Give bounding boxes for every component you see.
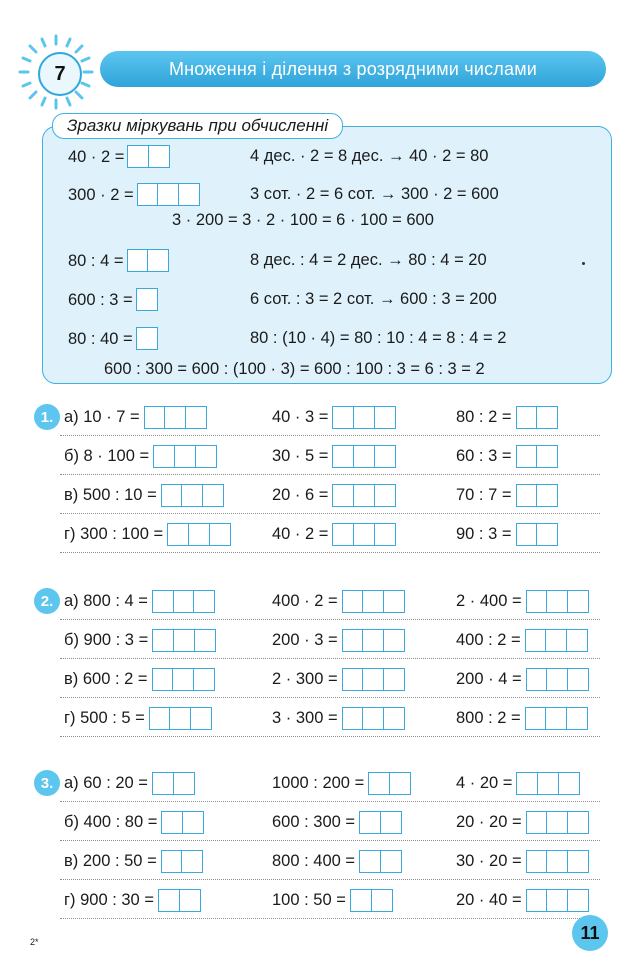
answer-cell[interactable] xyxy=(181,484,203,507)
exercise-expression: 800 : 2 = xyxy=(456,708,521,727)
sample-expression-text: 600 : 3 = xyxy=(68,290,133,309)
answer-boxes[interactable] xyxy=(158,889,201,912)
answer-cell[interactable] xyxy=(546,889,568,912)
exercise-item xyxy=(456,849,589,873)
answer-cell[interactable] xyxy=(136,327,158,350)
answer-cell[interactable] xyxy=(526,811,548,834)
answer-cell[interactable] xyxy=(383,629,405,652)
answer-cell[interactable] xyxy=(342,590,364,613)
answer-cell[interactable] xyxy=(167,523,189,546)
exercise-item xyxy=(456,706,588,730)
answer-cell[interactable] xyxy=(567,850,589,873)
exercise-item xyxy=(64,589,215,613)
exercise-expression: 4 · 20 = xyxy=(456,773,513,792)
exercise-item xyxy=(64,483,224,507)
answer-boxes[interactable] xyxy=(342,629,405,652)
sample-expression-text: 40 · 2 = xyxy=(68,147,125,166)
sample-expression-text: 80 : 4 = xyxy=(68,251,124,270)
answer-cell[interactable] xyxy=(147,249,169,272)
answer-cell[interactable] xyxy=(516,523,538,546)
sample-expression-text: 300 · 2 = xyxy=(68,185,134,204)
exercise-item xyxy=(272,483,396,507)
answer-cell[interactable] xyxy=(144,406,166,429)
answer-cell[interactable] xyxy=(161,850,183,873)
sample-answer-boxes[interactable] xyxy=(136,327,158,350)
exercise-item xyxy=(272,589,405,613)
answer-cell[interactable] xyxy=(362,590,384,613)
answer-cell[interactable] xyxy=(362,707,384,730)
sample-extra-1: 3 · 200 = 3 · 2 · 100 = 6 · 100 = 600 xyxy=(172,211,434,229)
sample-answer-boxes[interactable] xyxy=(137,183,200,206)
answer-cell[interactable] xyxy=(374,484,396,507)
answer-cell[interactable] xyxy=(566,629,588,652)
answer-cell[interactable] xyxy=(545,707,567,730)
exercise-expression: г) 900 : 30 = xyxy=(64,890,154,909)
exercise-expression: 800 : 400 = xyxy=(272,851,356,870)
answer-cell[interactable] xyxy=(558,772,580,795)
answer-cell[interactable] xyxy=(536,523,558,546)
exercise-expression: 60 : 3 = xyxy=(456,446,512,465)
exercise-item xyxy=(272,888,393,912)
sample-expression xyxy=(68,288,158,311)
exercise-item xyxy=(64,888,201,912)
samples-heading: Зразки міркувань при обчисленні xyxy=(52,113,343,139)
exercise-expression: 100 : 50 = xyxy=(272,890,346,909)
exercise-item xyxy=(272,667,405,691)
sample-reasoning: 80 : (10 · 4) = 80 : 10 : 4 = 8 : 4 = 2 xyxy=(250,329,507,347)
answer-boxes[interactable] xyxy=(525,629,588,652)
exercise-item xyxy=(456,771,580,795)
answer-cell[interactable] xyxy=(127,249,149,272)
answer-cell[interactable] xyxy=(368,772,390,795)
dotted-divider xyxy=(60,801,600,802)
sample-answer-boxes[interactable] xyxy=(127,145,170,168)
dotted-divider xyxy=(60,840,600,841)
answer-cell[interactable] xyxy=(362,668,384,691)
answer-boxes[interactable] xyxy=(359,811,402,834)
answer-boxes[interactable] xyxy=(342,590,405,613)
answer-boxes[interactable] xyxy=(332,406,395,429)
answer-cell[interactable] xyxy=(332,484,354,507)
answer-cell[interactable] xyxy=(353,445,375,468)
answer-boxes[interactable] xyxy=(350,889,393,912)
answer-cell[interactable] xyxy=(383,590,405,613)
answer-cell[interactable] xyxy=(537,772,559,795)
answer-boxes[interactable] xyxy=(332,523,395,546)
exercise-number: 2. xyxy=(34,588,60,614)
exercise-expression: г) 500 : 5 = xyxy=(64,708,145,727)
answer-cell[interactable] xyxy=(342,629,364,652)
exercise-item xyxy=(456,522,558,546)
answer-cell[interactable] xyxy=(353,406,375,429)
answer-cell[interactable] xyxy=(152,629,174,652)
exercise-expression: б) 400 : 80 = xyxy=(64,812,158,831)
sample-answer-boxes[interactable] xyxy=(136,288,158,311)
answer-boxes[interactable] xyxy=(516,484,559,507)
exercise-expression: 20 · 20 = xyxy=(456,812,522,831)
exercise-item xyxy=(64,522,231,546)
answer-boxes[interactable] xyxy=(161,484,224,507)
exercise-item xyxy=(272,849,402,873)
exercise-expression: в) 500 : 10 = xyxy=(64,485,157,504)
answer-boxes[interactable] xyxy=(526,590,589,613)
exercise-item xyxy=(64,706,212,730)
answer-cell[interactable] xyxy=(173,590,195,613)
answer-boxes[interactable] xyxy=(167,523,230,546)
answer-boxes[interactable] xyxy=(332,484,395,507)
answer-cell[interactable] xyxy=(158,889,180,912)
dotted-divider xyxy=(60,918,600,919)
answer-cell[interactable] xyxy=(332,406,354,429)
exercise-item xyxy=(456,628,588,652)
exercise-item xyxy=(456,483,558,507)
answer-cell[interactable] xyxy=(526,850,548,873)
lesson-title: Множення і ділення з розрядними числами xyxy=(100,51,606,87)
answer-boxes[interactable] xyxy=(516,445,559,468)
answer-cell[interactable] xyxy=(342,668,364,691)
answer-cell[interactable] xyxy=(353,523,375,546)
answer-cell[interactable] xyxy=(362,629,384,652)
exercise-item xyxy=(272,810,402,834)
answer-cell[interactable] xyxy=(179,889,201,912)
exercise-expression: 400 : 2 = xyxy=(456,630,521,649)
answer-cell[interactable] xyxy=(389,772,411,795)
sample-expression xyxy=(68,249,169,272)
exercise-expression: 3 · 300 = xyxy=(272,708,338,727)
answer-cell[interactable] xyxy=(190,707,212,730)
answer-boxes[interactable] xyxy=(516,406,559,429)
dotted-divider xyxy=(60,513,600,514)
exercise-expression: 80 : 2 = xyxy=(456,407,512,426)
answer-cell[interactable] xyxy=(526,668,548,691)
exercise-item xyxy=(456,667,589,691)
answer-cell[interactable] xyxy=(374,406,396,429)
sample-reasoning: 8 дес. : 4 = 2 дес. → 80 : 4 = 20 xyxy=(250,251,487,269)
answer-cell[interactable] xyxy=(526,590,548,613)
exercise-item xyxy=(456,888,589,912)
answer-cell[interactable] xyxy=(137,183,159,206)
exercise-expression: 400 · 2 = xyxy=(272,591,338,610)
dotted-divider xyxy=(60,697,600,698)
answer-cell[interactable] xyxy=(157,183,179,206)
answer-cell[interactable] xyxy=(161,484,183,507)
answer-cell[interactable] xyxy=(380,811,402,834)
exercise-item xyxy=(64,849,203,873)
answer-cell[interactable] xyxy=(546,590,568,613)
answer-cell[interactable] xyxy=(173,772,195,795)
answer-cell[interactable] xyxy=(182,811,204,834)
answer-cell[interactable] xyxy=(161,811,183,834)
answer-cell[interactable] xyxy=(185,406,207,429)
exercise-expression: 20 · 40 = xyxy=(456,890,522,909)
answer-cell[interactable] xyxy=(193,590,215,613)
dotted-divider xyxy=(60,435,600,436)
answer-boxes[interactable] xyxy=(526,668,589,691)
answer-cell[interactable] xyxy=(342,707,364,730)
exercise-item xyxy=(456,444,558,468)
exercise-expression: б) 8 · 100 = xyxy=(64,446,150,465)
exercise-item xyxy=(64,628,216,652)
answer-cell[interactable] xyxy=(178,183,200,206)
answer-cell[interactable] xyxy=(525,707,547,730)
answer-cell[interactable] xyxy=(567,668,589,691)
answer-cell[interactable] xyxy=(546,811,568,834)
exercise-expression: 90 : 3 = xyxy=(456,524,512,543)
answer-cell[interactable] xyxy=(359,850,381,873)
exercise-number: 3. xyxy=(34,770,60,796)
sample-reasoning: 3 сот. · 2 = 6 сот. → 300 · 2 = 600 xyxy=(250,185,499,203)
answer-boxes[interactable] xyxy=(526,850,589,873)
answer-cell[interactable] xyxy=(380,850,402,873)
answer-cell[interactable] xyxy=(566,707,588,730)
exercise-item xyxy=(272,706,405,730)
answer-boxes[interactable] xyxy=(152,629,215,652)
answer-boxes[interactable] xyxy=(153,445,216,468)
answer-boxes[interactable] xyxy=(342,707,405,730)
exercise-expression: 2 · 300 = xyxy=(272,669,338,688)
answer-cell[interactable] xyxy=(353,484,375,507)
exercise-expression: 30 · 5 = xyxy=(272,446,329,465)
sample-expression xyxy=(68,145,170,168)
answer-cell[interactable] xyxy=(332,523,354,546)
answer-cell[interactable] xyxy=(127,145,149,168)
answer-boxes[interactable] xyxy=(525,707,588,730)
sample-reasoning: 4 дес. · 2 = 8 дес. → 40 · 2 = 80 xyxy=(250,147,489,165)
answer-cell[interactable] xyxy=(149,707,171,730)
footnote: 2* xyxy=(30,937,39,947)
exercise-expression: 1000 : 200 = xyxy=(272,773,365,792)
exercise-item xyxy=(64,667,215,691)
answer-cell[interactable] xyxy=(516,772,538,795)
exercise-expression: а) 800 : 4 = xyxy=(64,591,148,610)
answer-cell[interactable] xyxy=(516,484,538,507)
answer-cell[interactable] xyxy=(567,590,589,613)
exercise-item xyxy=(272,771,411,795)
answer-boxes[interactable] xyxy=(526,811,589,834)
answer-boxes[interactable] xyxy=(161,850,204,873)
sample-answer-boxes[interactable] xyxy=(127,249,170,272)
answer-boxes[interactable] xyxy=(516,523,559,546)
exercise-item xyxy=(64,444,217,468)
answer-cell[interactable] xyxy=(545,629,567,652)
answer-cell[interactable] xyxy=(567,811,589,834)
exercise-expression: а) 10 · 7 = xyxy=(64,407,140,426)
answer-cell[interactable] xyxy=(536,484,558,507)
answer-cell[interactable] xyxy=(152,668,174,691)
exercise-expression: 40 · 2 = xyxy=(272,524,329,543)
exercise-item xyxy=(272,522,396,546)
sample-expression xyxy=(68,183,200,206)
exercise-number: 1. xyxy=(34,404,60,430)
exercise-item xyxy=(64,771,195,795)
exercise-expression: в) 600 : 2 = xyxy=(64,669,148,688)
exercise-expression: 40 · 3 = xyxy=(272,407,329,426)
answer-cell[interactable] xyxy=(567,889,589,912)
answer-cell[interactable] xyxy=(169,707,191,730)
answer-boxes[interactable] xyxy=(144,406,207,429)
answer-cell[interactable] xyxy=(374,523,396,546)
answer-cell[interactable] xyxy=(136,288,158,311)
exercise-expression: 200 · 4 = xyxy=(456,669,522,688)
exercise-expression: а) 60 : 20 = xyxy=(64,773,148,792)
answer-boxes[interactable] xyxy=(152,772,195,795)
answer-cell[interactable] xyxy=(526,889,548,912)
exercise-item xyxy=(64,405,207,429)
exercise-item xyxy=(456,589,589,613)
answer-cell[interactable] xyxy=(209,523,231,546)
answer-cell[interactable] xyxy=(152,590,174,613)
exercise-item xyxy=(272,405,396,429)
dot-mark xyxy=(582,262,585,265)
answer-cell[interactable] xyxy=(374,445,396,468)
answer-cell[interactable] xyxy=(153,445,175,468)
answer-boxes[interactable] xyxy=(359,850,402,873)
dotted-divider xyxy=(60,474,600,475)
answer-cell[interactable] xyxy=(516,406,538,429)
exercise-expression: г) 300 : 100 = xyxy=(64,524,164,543)
exercise-item xyxy=(456,810,589,834)
exercise-item xyxy=(64,810,204,834)
sample-extra-2: 600 : 300 = 600 : (100 · 3) = 600 : 100 : 3 = 6 : 3 = 2 xyxy=(104,360,485,378)
answer-cell[interactable] xyxy=(383,668,405,691)
exercise-item xyxy=(272,628,405,652)
sample-expression-text: 80 : 40 = xyxy=(68,329,133,348)
exercise-expression: 200 · 3 = xyxy=(272,630,338,649)
exercise-expression: 600 : 300 = xyxy=(272,812,356,831)
exercise-expression: в) 200 : 50 = xyxy=(64,851,157,870)
answer-cell[interactable] xyxy=(174,445,196,468)
exercise-expression: 70 : 7 = xyxy=(456,485,512,504)
answer-cell[interactable] xyxy=(172,668,194,691)
page-number: 11 xyxy=(572,915,608,951)
answer-boxes[interactable] xyxy=(161,811,204,834)
exercise-item xyxy=(272,444,396,468)
answer-cell[interactable] xyxy=(546,668,568,691)
answer-cell[interactable] xyxy=(164,406,186,429)
answer-cell[interactable] xyxy=(546,850,568,873)
answer-cell[interactable] xyxy=(194,629,216,652)
lesson-number: 7 xyxy=(38,52,82,96)
answer-cell[interactable] xyxy=(516,445,538,468)
dotted-divider xyxy=(60,658,600,659)
answer-boxes[interactable] xyxy=(526,889,589,912)
answer-cell[interactable] xyxy=(193,668,215,691)
exercise-expression: 30 · 20 = xyxy=(456,851,522,870)
answer-cell[interactable] xyxy=(536,445,558,468)
answer-cell[interactable] xyxy=(383,707,405,730)
answer-boxes[interactable] xyxy=(342,668,405,691)
dotted-divider xyxy=(60,619,600,620)
dotted-divider xyxy=(60,879,600,880)
dotted-divider xyxy=(60,552,600,553)
sample-expression xyxy=(68,327,158,350)
answer-boxes[interactable] xyxy=(149,707,212,730)
answer-boxes[interactable] xyxy=(516,772,579,795)
answer-cell[interactable] xyxy=(371,889,393,912)
answer-cell[interactable] xyxy=(195,445,217,468)
answer-cell[interactable] xyxy=(536,406,558,429)
exercise-expression: 20 · 6 = xyxy=(272,485,329,504)
answer-cell[interactable] xyxy=(181,850,203,873)
answer-cell[interactable] xyxy=(332,445,354,468)
answer-cell[interactable] xyxy=(350,889,372,912)
answer-cell[interactable] xyxy=(148,145,170,168)
answer-cell[interactable] xyxy=(202,484,224,507)
exercise-expression: 2 · 400 = xyxy=(456,591,522,610)
exercise-expression: б) 900 : 3 = xyxy=(64,630,149,649)
answer-boxes[interactable] xyxy=(152,668,215,691)
dotted-divider xyxy=(60,736,600,737)
answer-cell[interactable] xyxy=(359,811,381,834)
answer-cell[interactable] xyxy=(188,523,210,546)
answer-boxes[interactable] xyxy=(332,445,395,468)
answer-cell[interactable] xyxy=(525,629,547,652)
sample-reasoning: 6 сот. : 3 = 2 сот. → 600 : 3 = 200 xyxy=(250,290,497,308)
answer-boxes[interactable] xyxy=(368,772,411,795)
answer-cell[interactable] xyxy=(152,772,174,795)
exercise-item xyxy=(456,405,558,429)
answer-cell[interactable] xyxy=(173,629,195,652)
answer-boxes[interactable] xyxy=(152,590,215,613)
